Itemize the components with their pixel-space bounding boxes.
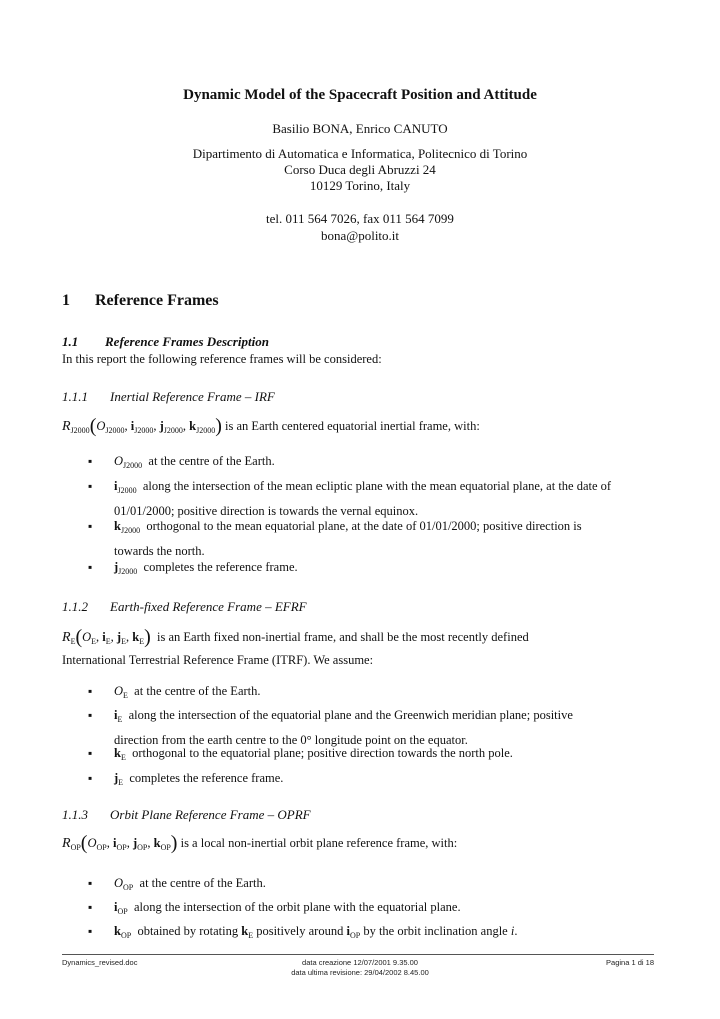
efrf-definition-cont: International Terrestrial Reference Frame (ITRF). We assume:	[62, 653, 374, 667]
list-item: $i_E$ along the intersection of the equatorial plane and the Greenwich meridian plane; positive direction from the earth centre to the 0° longitude point on the equator.	[114, 708, 573, 747]
affiliation: Dipartimento di Automatica e Informatica, Politecnico di Torino	[192, 146, 528, 161]
oprf-definition: $R_{OP}(O_{OP}$, $i_{OP}$, $j_{OP}$, $k_{OP}$) is a local non-inertial orbit plane reference frame, with:	[62, 832, 458, 854]
list-item: $O_{OP}$ at the centre of the Earth.	[114, 876, 266, 892]
street-address: Corso Duca degli Abruzzi 24	[284, 162, 436, 177]
irf-heading: 1.1.1 Inertial Reference Frame – IRF	[62, 389, 275, 404]
subsection-heading: 1.1 Reference Frames Description	[62, 334, 269, 349]
efrf-heading: 1.1.2 Earth-fixed Reference Frame – EFRF	[62, 599, 307, 614]
list-item: $i_{OP}$ along the intersection of the orbit plane with the equatorial plane.	[114, 900, 461, 916]
authors: Basilio BONA, Enrico CANUTO	[272, 121, 448, 136]
irf-definition: $R_{J2000}(O_{J2000}$, $i_{J2000}$, $j_{J2000}$, $k_{J2000}$) is an Earth centered equatorial inertial frame, with:	[62, 415, 480, 437]
city-address: 10129 Torino, Italy	[309, 178, 411, 193]
section-heading: 1 Reference Frames	[62, 292, 219, 309]
list-item: $j_{J2000}$ completes the reference frame.	[114, 560, 298, 576]
list-item: $O_{J2000}$ at the centre of the Earth.	[114, 454, 275, 470]
footer-page-number: Pagina 1 di 18	[606, 958, 654, 967]
phone-fax: tel. 011 564 7026, fax 011 564 7099	[266, 211, 454, 226]
list-item: $k_E$ orthogonal to the equatorial plane; positive direction towards the north pole.	[114, 746, 513, 762]
list-item: $i_{J2000}$ along the intersection of the mean ecliptic plane with the mean equatorial plane, at the date of 01/01/2000; positive direction is towards the vernal equinox.	[114, 479, 612, 518]
oprf-heading: 1.1.3 Orbit Plane Reference Frame – OPRF	[62, 807, 311, 822]
list-item: $O_E$ at the centre of the Earth.	[114, 684, 261, 700]
efrf-definition: $R_E(O_E$, $i_E$, $j_E$, $k_E$) is an Earth fixed non-inertial frame, and shall be the most recently defined	[62, 626, 529, 648]
email: bona@polito.it	[320, 228, 400, 243]
list-item: $k_{OP}$ obtained by rotating $k_E$ positively around $i_{OP}$ by the orbit inclination angle i.	[114, 924, 518, 940]
footer-revised: data ultima revisione: 29/04/2002 8.45.00	[291, 968, 429, 977]
footer-filename: Dynamics_revised.doc	[62, 958, 138, 967]
document-title: Dynamic Model of the Spacecraft Position and Attitude	[183, 87, 537, 103]
footer-created: data creazione 12/07/2001 9.35.00	[302, 958, 418, 967]
intro-paragraph: In this report the following reference frames will be considered:	[62, 352, 382, 366]
list-item: $j_E$ completes the reference frame.	[114, 771, 284, 787]
list-item: $k_{J2000}$ orthogonal to the mean equatorial plane, at the date of 01/01/2000; positive direction is towards the north.	[114, 519, 582, 558]
footer-divider	[62, 954, 654, 955]
